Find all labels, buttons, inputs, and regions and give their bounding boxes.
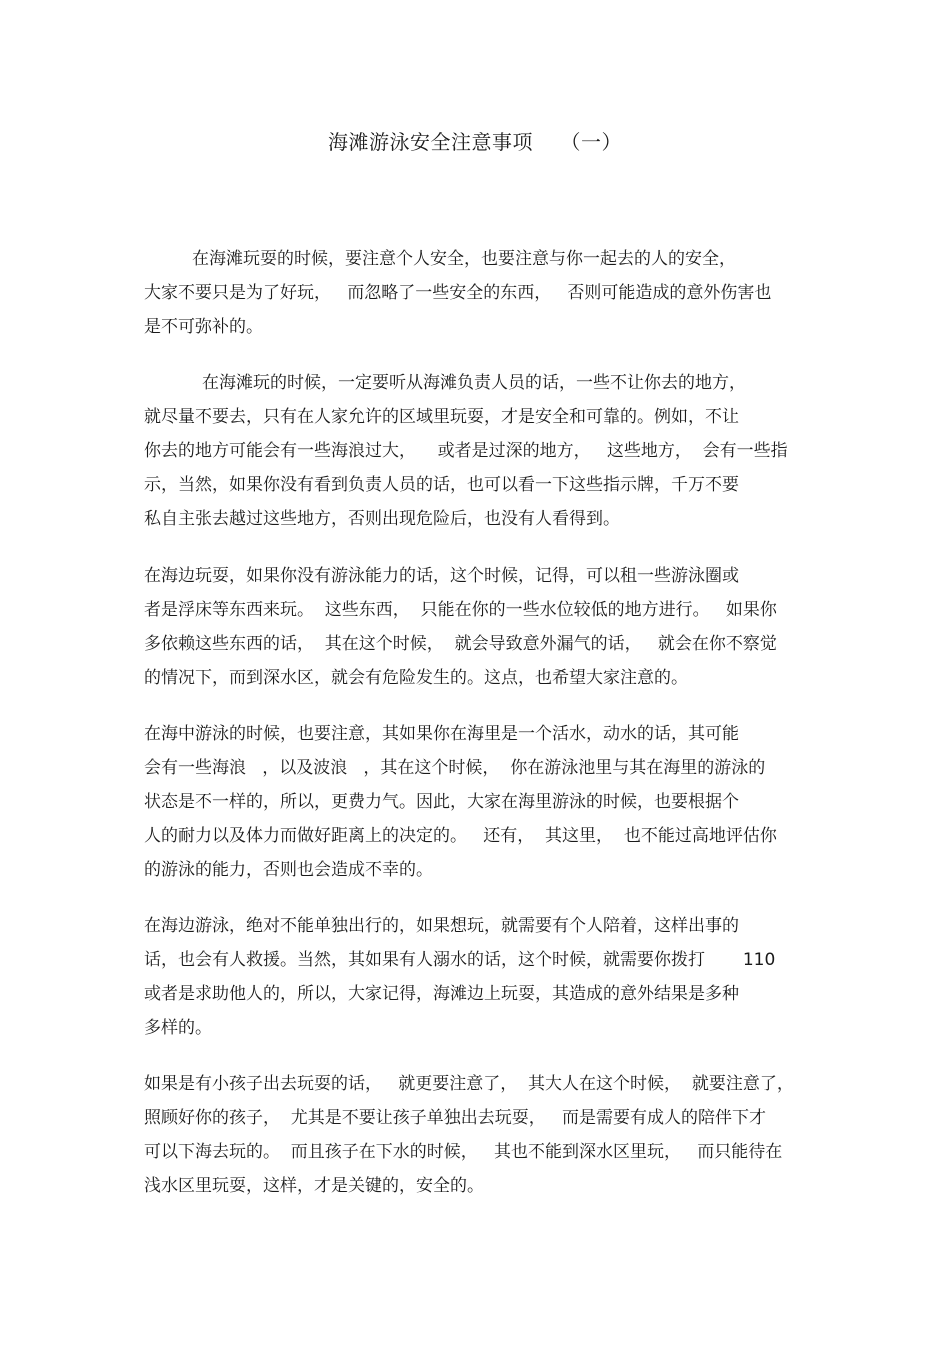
paragraph-1-line-3: 是不可弥补的。 [144,317,263,337]
paragraph-4-line-4: 人的耐力以及体力而做好距离上的决定的。 还有， 其这里， 也不能过高地评估你 [144,826,777,846]
paragraph-2-line-5: 私自主张去越过这些地方，否则出现危险后，也没有人看得到。 [144,509,620,529]
paragraph-5-line-2: 话，也会有人救援。当然，其如果有人溺水的话，这个时候，就需要你拨打 110 [144,950,776,970]
paragraph-1-line-2: 大家不要只是为了好玩， 而忽略了一些安全的东西， 否则可能造成的意外伤害也 [144,283,772,303]
paragraph-3-line-1: 在海边玩耍，如果你没有游泳能力的话，这个时候，记得，可以租一些游泳圈或 [144,566,739,586]
paragraph-6-line-2: 照顾好你的孩子， 尤其是不要让孩子单独出去玩耍， 而是需要有成人的陪伴下才 [144,1108,767,1128]
paragraph-6-line-4: 浅水区里玩耍，这样，才是关键的，安全的。 [144,1176,484,1196]
paragraph-2-line-1: 在海滩玩的时候，一定要听从海滩负责人员的话，一些不让你去的地方， [202,373,746,393]
paragraph-2-line-2: 就尽量不要去，只有在人家允许的区域里玩耍，才是安全和可靠的。例如，不让 [144,407,739,427]
paragraph-5-line-3: 或者是求助他人的，所以，大家记得，海滩边上玩耍，其造成的意外结果是多种 [144,984,739,1004]
paragraph-3-line-2: 者是浮床等东西来玩。 这些东西， 只能在你的一些水位较低的地方进行。 如果你 [144,600,777,620]
paragraph-4-line-3: 状态是不一样的，所以，更费力气。因此，大家在海里游泳的时候，也要根据个 [144,792,739,812]
paragraph-6-line-3: 可以下海去玩的。 而且孩子在下水的时候， 其也不能到深水区里玩， 而只能待在 [144,1142,783,1162]
paragraph-4-line-2: 会有一些海浪 ，以及波浪 ，其在这个时候， 你在游泳池里与其在海里的游泳的 [144,758,766,778]
paragraph-1-line-1: 在海滩玩耍的时候，要注意个人安全，也要注意与你一起去的人的安全， [192,249,736,269]
paragraph-4-line-1: 在海中游泳的时候，也要注意，其如果你在海里是一个活水，动水的话，其可能 [144,724,739,744]
paragraph-2-line-3: 你去的地方可能会有一些海浪过大， 或者是过深的地方， 这些地方， 会有一些指 [144,441,788,461]
paragraph-4-line-5: 的游泳的能力，否则也会造成不幸的。 [144,860,433,880]
paragraph-5-line-4: 多样的。 [144,1018,212,1038]
paragraph-5-line-1: 在海边游泳，绝对不能单独出行的，如果想玩，就需要有个人陪着，这样出事的 [144,916,739,936]
paragraph-2-line-4: 示，当然，如果你没有看到负责人员的话，也可以看一下这些指示牌，千万不要 [144,475,739,495]
document-title: 海滩游泳安全注意事项 （一） [328,130,622,154]
paragraph-3-line-4: 的情况下，而到深水区，就会有危险发生的。这点，也希望大家注意的。 [144,668,688,688]
paragraph-3-line-3: 多依赖这些东西的话， 其在这个时候， 就会导致意外漏气的话， 就会在你不察觉 [144,634,777,654]
paragraph-6-line-1: 如果是有小孩子出去玩耍的话， 就更要注意了， 其大人在这个时候， 就要注意了， [144,1074,794,1094]
